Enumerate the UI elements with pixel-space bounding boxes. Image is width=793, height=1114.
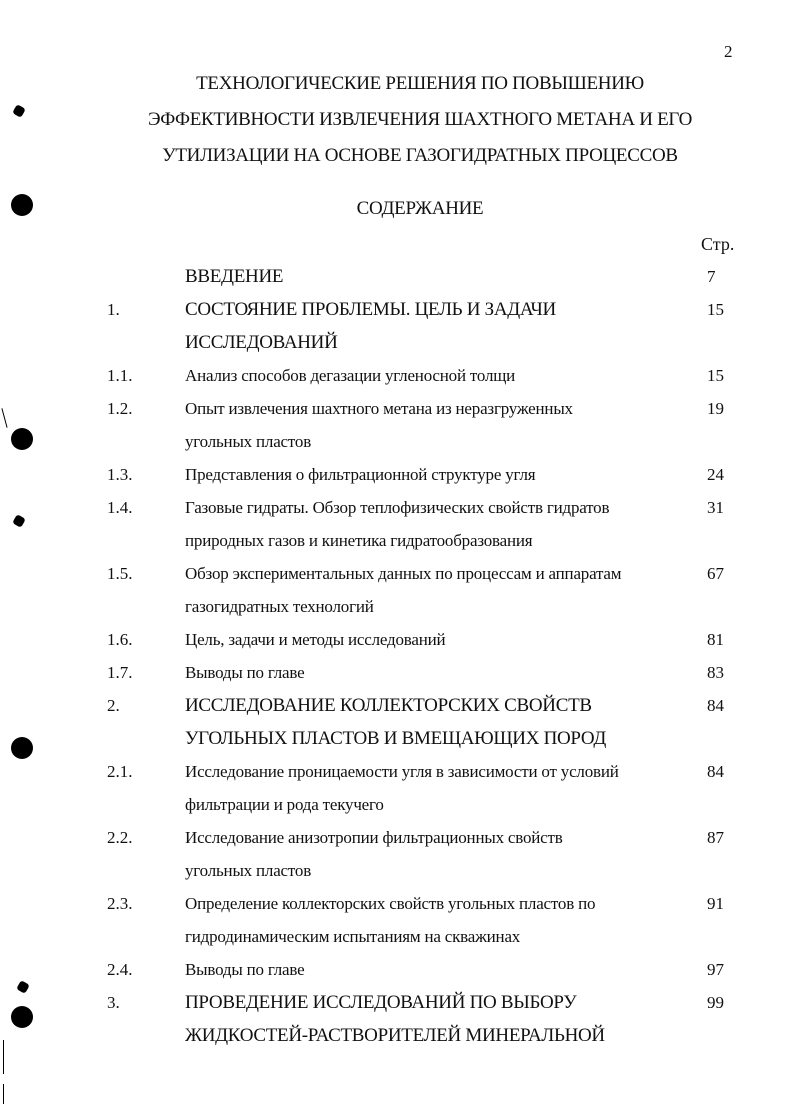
table-of-contents [0,260,793,1052]
toc-entry-title-line: ВВЕДЕНИЕ [185,266,284,287]
toc-entry [0,986,793,1052]
toc-entry [0,821,793,887]
toc-entry-page: 24 [707,465,724,484]
toc-entry-title-line: природных газов и кинетика гидратообразования [185,531,533,550]
toc-entry-page: 15 [707,300,724,319]
toc-entry-title [185,491,695,557]
toc-entry [0,491,793,557]
toc-entry-title-line: Анализ способов дегазации угленосной толщи [185,366,516,385]
page-column-label: Стр. [701,234,735,254]
toc-entry-number: 1.3. [107,465,133,484]
toc-entry-page: 87 [707,828,724,847]
toc-entry [0,656,793,689]
toc-entry-title-line: Газовые гидраты. Обзор теплофизических свойств гидратов [185,498,610,517]
toc-entry-number: 1.1. [107,366,133,385]
toc-entry [0,623,793,656]
toc-entry-title-line: СОСТОЯНИЕ ПРОБЛЕМЫ. ЦЕЛЬ И ЗАДАЧИ [185,299,556,320]
toc-entry-page: 84 [707,762,724,781]
toc-entry-title-line: угольных пластов [185,861,312,880]
toc-entry [0,953,793,986]
title-line: ТЕХНОЛОГИЧЕСКИЕ РЕШЕНИЯ ПО ПОВЫШЕНИЮ [196,73,644,94]
toc-entry-page: 91 [707,894,724,913]
toc-entry-title-line: Представления о фильтрационной структуре угля [185,465,536,484]
toc-entry-number: 2.1. [107,762,133,781]
toc-entry-page: 97 [707,960,724,979]
toc-entry-title-line: Цель, задачи и методы исследований [185,630,446,649]
toc-entry-title [185,986,695,1052]
document-title [0,66,793,174]
toc-entry [0,557,793,623]
toc-entry-title [185,557,695,623]
toc-entry-title [185,359,695,392]
contents-heading: СОДЕРЖАНИЕ [356,198,484,219]
toc-entry-title [185,260,695,293]
toc-entry-title-line: Выводы по главе [185,663,305,682]
toc-entry [0,755,793,821]
toc-entry [0,293,793,359]
toc-entry-page: 67 [707,564,724,583]
toc-entry-title-line: угольных пластов [185,432,312,451]
scan-mark [3,1084,4,1104]
toc-entry-title-line: Исследование проницаемости угля в зависимости от условий [185,762,619,781]
toc-entry-title [185,953,695,986]
toc-entry-title [185,392,695,458]
toc-entry-number: 1. [107,300,120,319]
toc-entry-number: 1.7. [107,663,133,682]
toc-entry-title-line: ИССЛЕДОВАНИЙ [185,332,338,353]
toc-entry-number: 2.4. [107,960,133,979]
toc-entry-title [185,293,695,359]
toc-entry-title-line: УГОЛЬНЫХ ПЛАСТОВ И ВМЕЩАЮЩИХ ПОРОД [185,728,607,749]
toc-entry [0,359,793,392]
toc-entry [0,260,793,293]
toc-entry-title [185,656,695,689]
toc-entry [0,392,793,458]
toc-entry-title-line: гидродинамическим испытаниям на скважинах [185,927,521,946]
toc-entry-title-line: ЖИДКОСТЕЙ-РАСТВОРИТЕЛЕЙ МИНЕРАЛЬНОЙ [185,1025,605,1046]
toc-entry-number: 3. [107,993,120,1012]
title-line: УТИЛИЗАЦИИ НА ОСНОВЕ ГАЗОГИДРАТНЫХ ПРОЦЕССОВ [162,145,678,166]
toc-entry-number: 1.6. [107,630,133,649]
toc-entry-page: 81 [707,630,724,649]
toc-entry-number: 2.2. [107,828,133,847]
toc-entry [0,458,793,491]
toc-entry-title-line: фильтрации и рода текучего [185,795,384,814]
toc-entry-title-line: Определение коллекторских свойств угольных пластов по [185,894,596,913]
toc-entry-title [185,623,695,656]
toc-entry-number: 2.3. [107,894,133,913]
toc-entry-page: 99 [707,993,724,1012]
toc-entry [0,689,793,755]
toc-entry-title-line: Выводы по главе [185,960,305,979]
title-line: ЭФФЕКТИВНОСТИ ИЗВЛЕЧЕНИЯ ШАХТНОГО МЕТАНА И ЕГО [147,109,693,130]
toc-entry-page: 19 [707,399,724,418]
toc-entry-page: 7 [707,267,716,286]
toc-entry-title-line: газогидратных технологий [185,597,374,616]
toc-entry-title-line: Обзор экспериментальных данных по процессам и аппаратам [185,564,622,583]
toc-entry-title [185,755,695,821]
page-number: 2 [724,42,733,61]
toc-entry-title [185,887,695,953]
toc-entry-number: 1.5. [107,564,133,583]
toc-entry-title-line: ПРОВЕДЕНИЕ ИССЛЕДОВАНИЙ ПО ВЫБОРУ [185,992,577,1013]
toc-entry-title [185,458,695,491]
toc-entry-page: 83 [707,663,724,682]
toc-entry-title [185,689,695,755]
toc-entry-page: 84 [707,696,724,715]
toc-entry-page: 31 [707,498,724,517]
toc-entry-number: 2. [107,696,120,715]
toc-entry-number: 1.2. [107,399,133,418]
toc-entry-title-line: ИССЛЕДОВАНИЕ КОЛЛЕКТОРСКИХ СВОЙСТВ [185,695,592,716]
toc-entry-title-line: Опыт извлечения шахтного метана из неразгруженных [185,399,573,418]
toc-entry-title-line: Исследование анизотропии фильтрационных свойств [185,828,563,847]
toc-entry [0,887,793,953]
toc-entry-page: 15 [707,366,724,385]
toc-entry-number: 1.4. [107,498,133,517]
toc-entry-title [185,821,695,887]
